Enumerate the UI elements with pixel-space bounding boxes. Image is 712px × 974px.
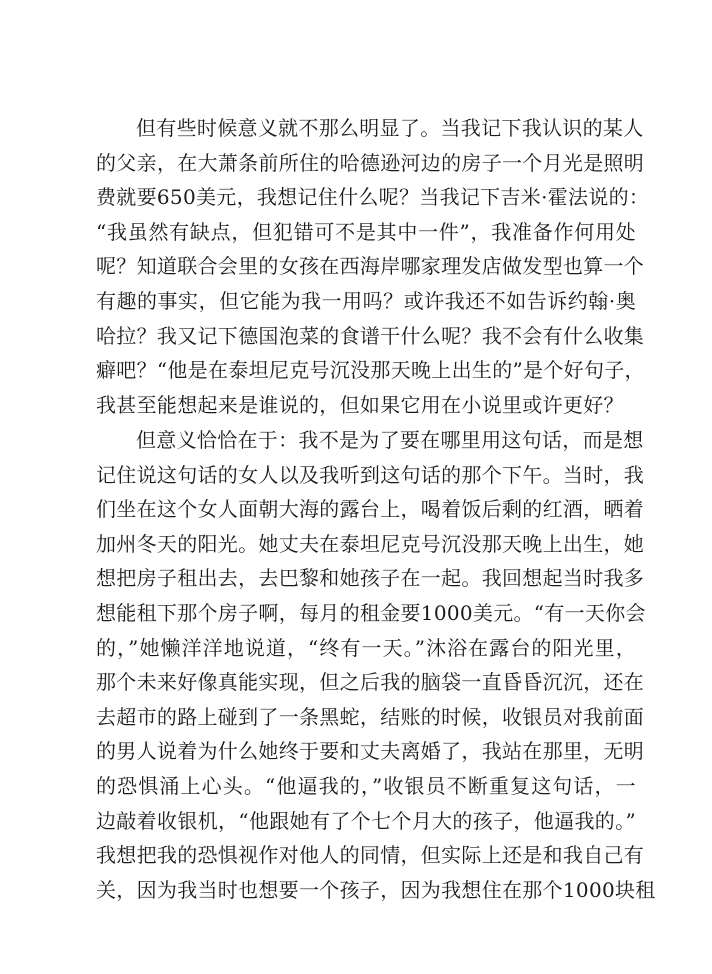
text-line: 关，因为我当时也想要一个孩子，因为我想住在那个1000块租: [96, 877, 656, 902]
paragraph-1: [96, 111, 650, 422]
text-line: 呢？知道联合会里的女孩在西海岸哪家理发店做发型也算一个: [96, 254, 645, 279]
text-line: 哈拉？我又记下德国泡菜的食谱干什么呢？我不会有什么收集: [96, 323, 645, 348]
text-line: 边敲着收银机，“他跟她有了个七个月大的孩子，他逼我的。”: [96, 808, 636, 833]
text-line: 那个未来好像真能实现，但之后我的脑袋一直昏昏沉沉，还在: [96, 670, 645, 695]
text-line: 的父亲，在大萧条前所住的哈德逊河边的房子一个月光是照明: [96, 150, 645, 175]
text-line: 癖吧？“他是在泰坦尼克号沉没那天晚上出生的”是个好句子，: [96, 358, 645, 383]
text-line: 记住说这句话的女人以及我听到这句话的那个下午。当时，我: [96, 462, 645, 487]
text-line: 有趣的事实，但它能为我一用吗？或许我还不如告诉约翰·奥: [96, 288, 636, 313]
text-line: 但有些时候意义就不那么明显了。当我记下我认识的某人: [136, 116, 644, 140]
text-line: 的恐惧涌上心头。“他逼我的，”收银员不断重复这句话，一: [96, 773, 636, 798]
text-line: 们坐在这个女人面朝大海的露台上，喝着饭后剩的红酒，晒着: [96, 497, 645, 522]
text-line: 去超市的路上碰到了一条黑蛇，结账的时候，收银员对我前面: [96, 704, 645, 729]
text-line: 加州冬天的阳光。她丈夫在泰坦尼克号沉没那天晚上出生，她: [96, 531, 645, 556]
text-line: 我想把我的恐惧视作对他人的同情，但实际上还是和我自己有: [96, 843, 645, 868]
paragraph-2: [96, 423, 656, 907]
text-line: “我虽然有缺点，但犯错可不是其中一件”，我准备作何用处: [96, 219, 636, 244]
text-line: 的，”她懒洋洋地说道，“终有一天。”沐浴在露台的阳光里，: [96, 635, 636, 660]
text-line: 的男人说着为什么她终于要和丈夫离婚了，我站在那里，无明: [96, 739, 645, 764]
text-line: 费就要650美元，我想记住什么呢？当我记下吉米·霍法说的：: [96, 185, 650, 210]
text-line: 我甚至能想起来是谁说的，但如果它用在小说里或许更好？: [96, 392, 624, 417]
text-line: 想把房子租出去，去巴黎和她孩子在一起。我回想起当时我多: [96, 566, 645, 591]
text-line: 但意义恰恰在于：我不是为了要在哪里用这句话，而是想: [136, 428, 644, 452]
text-line: 想能租下那个房子啊，每月的租金要1000美元。“有一天你会: [96, 600, 646, 625]
